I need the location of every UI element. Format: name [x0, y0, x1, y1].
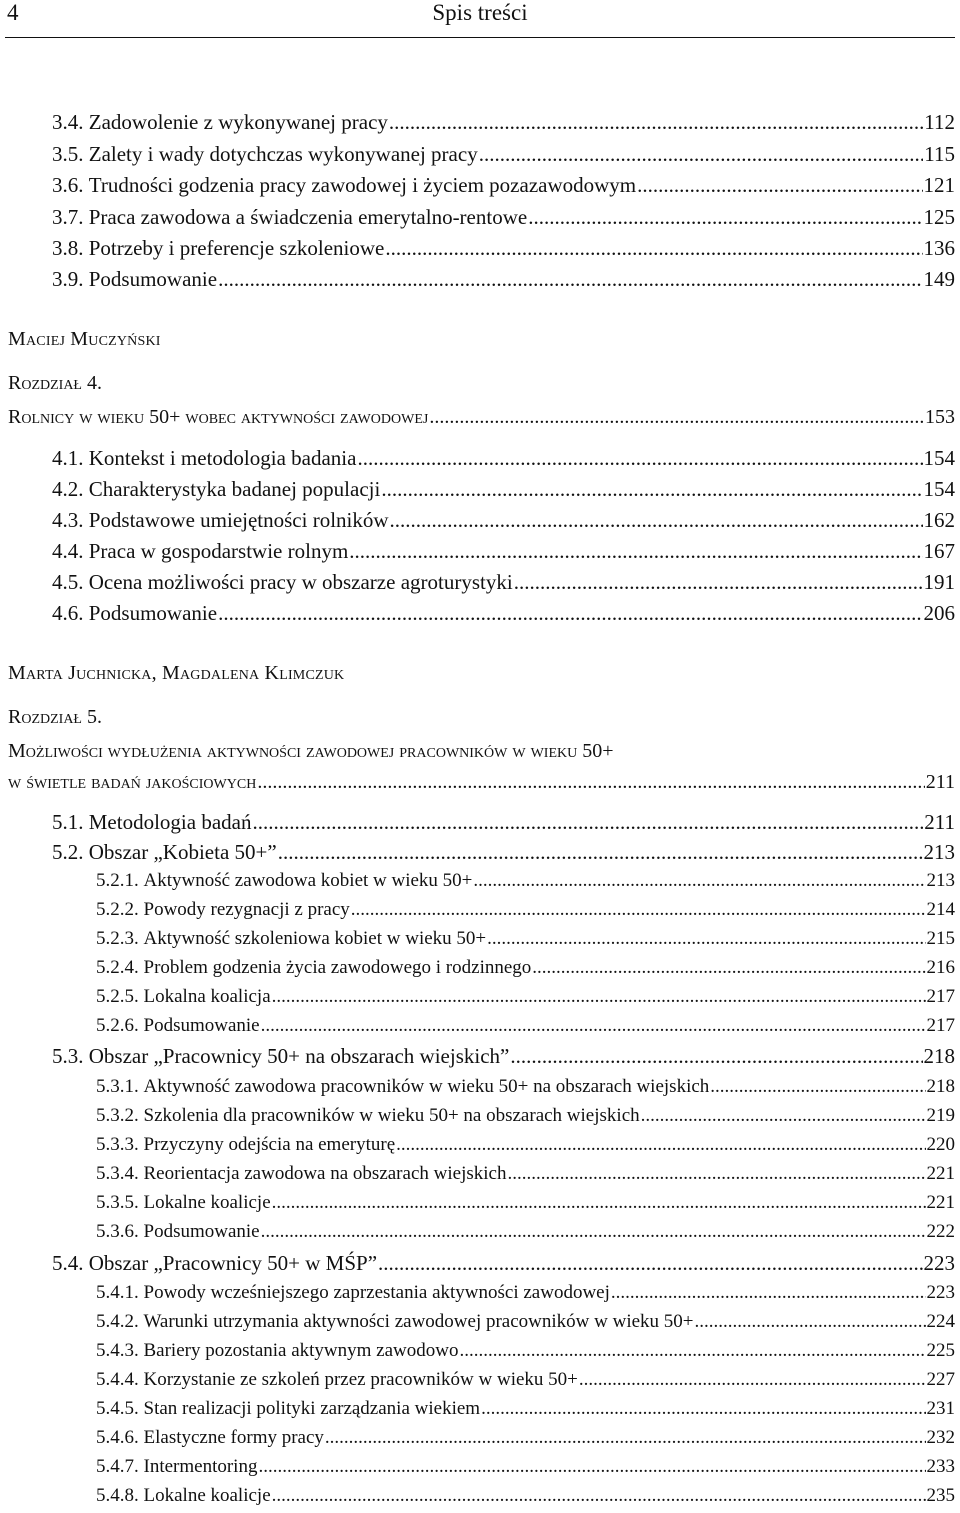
- toc-entry: [96, 1398, 955, 1420]
- toc-entry: [52, 267, 955, 292]
- toc-entry-page: 217: [926, 1015, 955, 1036]
- toc-entry-page: 149: [923, 267, 955, 291]
- toc-entry-title: Przyczyny odejścia na emeryturę: [143, 1134, 396, 1155]
- leader-dots: [351, 899, 926, 921]
- toc-entry-number: 5.2.2.: [96, 899, 139, 920]
- toc-entry-page: 217: [926, 986, 955, 1007]
- toc-entry-title: Podsumowanie: [143, 1221, 260, 1242]
- toc-entry-number: 4.1.: [52, 446, 84, 470]
- toc-entry: [52, 446, 955, 471]
- toc-entry-title: Ocena możliwości pracy w obszarze agroturystyki: [88, 570, 513, 594]
- toc-entry-title: Szkolenia dla pracowników w wieku 50+ na obszarach wiejskich: [143, 1105, 640, 1126]
- toc-entry-number: 5.2.4.: [96, 957, 139, 978]
- toc-entry-number: 5.3.1.: [96, 1076, 139, 1097]
- toc-entry-number: 5.4.1.: [96, 1282, 139, 1303]
- leader-dots: [396, 1134, 925, 1156]
- chapter-author: Marta Juchnicka, Magdalena Klimczuk: [8, 662, 345, 684]
- toc-entry-title: Podsumowanie: [88, 267, 218, 291]
- toc-entry: [96, 1311, 955, 1333]
- toc-entry-number: 5.3.3.: [96, 1134, 139, 1155]
- toc-entry-title: Intermentoring: [143, 1456, 258, 1477]
- leader-dots: [389, 110, 923, 135]
- toc-entry-title: Elastyczne formy pracy: [143, 1427, 324, 1448]
- leader-dots: [357, 446, 922, 471]
- leader-dots: [637, 173, 922, 198]
- leader-dots: [261, 1221, 926, 1243]
- toc-entry-page: 221: [926, 1192, 955, 1213]
- toc-entry: [52, 236, 955, 261]
- chapter-page: 153: [925, 406, 955, 428]
- toc-entry: [52, 539, 955, 564]
- toc-entry-page: 154: [923, 477, 955, 501]
- toc-entry: [96, 1134, 955, 1156]
- toc-entry-page: 231: [926, 1398, 955, 1419]
- toc-entry-page: 167: [923, 539, 955, 563]
- toc-entry-title: Aktywność zawodowa pracowników w wieku 50+ na obszarach wiejskich: [143, 1076, 710, 1097]
- toc-entry-title: Trudności godzenia pracy zawodowej i życiem pozazawodowym: [88, 173, 637, 197]
- toc-entry-page: 218: [923, 1044, 955, 1068]
- toc-entry-title: Reorientacja zawodowa na obszarach wiejskich: [143, 1163, 507, 1184]
- toc-entry-title: Obszar „Kobieta 50+”: [88, 840, 277, 864]
- leader-dots: [429, 406, 924, 429]
- leader-dots: [218, 267, 922, 292]
- toc-entry-number: 5.3.2.: [96, 1105, 139, 1126]
- chapter-title-line1: Możliwości wydłużenia aktywności zawodowej pracowników w wieku 50+: [8, 740, 614, 762]
- leader-dots: [487, 928, 925, 950]
- toc-entry-title: Metodologia badań: [88, 810, 252, 834]
- chapter-page: 211: [925, 771, 955, 793]
- chapter-title-text: Rolnicy w wieku 50+ wobec aktywności zawodowej: [8, 406, 429, 428]
- leader-dots: [381, 477, 922, 502]
- toc-entry-number: 5.3.6.: [96, 1221, 139, 1242]
- leader-dots: [532, 957, 925, 979]
- toc-entry-page: 121: [923, 173, 955, 197]
- toc-entry: [96, 1192, 955, 1214]
- toc-entry: [96, 1163, 955, 1185]
- toc-entry-title: Charakterystyka badanej populacji: [88, 477, 381, 501]
- leader-dots: [252, 810, 923, 835]
- leader-dots: [272, 1192, 926, 1214]
- leader-dots: [695, 1311, 926, 1333]
- toc-entry-number: 4.3.: [52, 508, 84, 532]
- toc-entry: [96, 1221, 955, 1243]
- toc-entry-title: Korzystanie ze szkoleń przez pracowników w wieku 50+: [143, 1369, 578, 1390]
- toc-entry-page: 222: [926, 1221, 955, 1242]
- toc-entry-page: 223: [923, 1251, 955, 1275]
- toc-entry-page: 224: [926, 1311, 955, 1332]
- leader-dots: [272, 986, 926, 1008]
- toc-entry-title: Podsumowanie: [143, 1015, 260, 1036]
- toc-entry-number: 5.4.2.: [96, 1311, 139, 1332]
- toc-entry-number: 3.5.: [52, 142, 84, 166]
- toc-entry-number: 5.4.4.: [96, 1369, 139, 1390]
- toc-entry-title: Kontekst i metodologia badania: [88, 446, 357, 470]
- chapter-title: [8, 406, 955, 429]
- toc-entry-title: Bariery pozostania aktywnym zawodowo: [143, 1340, 459, 1361]
- toc-entry-number: 5.2.1.: [96, 870, 139, 891]
- toc-entry-title: Lokalne koalicje: [143, 1192, 271, 1213]
- leader-dots: [272, 1485, 926, 1507]
- toc-entry-title: Zalety i wady dotychczas wykonywanej pracy: [88, 142, 478, 166]
- leader-dots: [258, 1456, 925, 1478]
- leader-dots: [378, 1251, 922, 1276]
- toc-entry: [52, 205, 955, 230]
- toc-entry-title: Powody rezygnacji z pracy: [143, 899, 350, 920]
- toc-entry-number: 3.6.: [52, 173, 84, 197]
- toc-entry: [52, 601, 955, 626]
- toc-entry-title: Warunki utrzymania aktywności zawodowej pracowników w wieku 50+: [143, 1311, 694, 1332]
- leader-dots: [507, 1163, 925, 1185]
- toc-entry: [52, 142, 955, 167]
- toc-entry-number: 5.2.6.: [96, 1015, 139, 1036]
- toc-entry: [96, 1427, 955, 1449]
- leader-dots: [385, 236, 922, 261]
- leader-dots: [528, 205, 922, 230]
- toc-entry-number: 5.4.: [52, 1251, 84, 1275]
- toc-entry: [96, 1485, 955, 1507]
- leader-dots: [218, 601, 922, 626]
- toc-entry: [96, 1015, 955, 1037]
- toc-entry: [52, 810, 955, 835]
- leader-dots: [473, 870, 925, 892]
- toc-entry: [96, 1369, 955, 1391]
- toc-entry-number: 5.4.3.: [96, 1340, 139, 1361]
- toc-entry-page: 206: [923, 601, 955, 625]
- toc-entry-page: 232: [926, 1427, 955, 1448]
- leader-dots: [641, 1105, 926, 1127]
- toc-entry-number: 5.3.: [52, 1044, 84, 1068]
- toc-entry-page: 218: [926, 1076, 955, 1097]
- toc-entry: [96, 1105, 955, 1127]
- toc-entry-title: Obszar „Pracownicy 50+ w MŚP”: [88, 1251, 378, 1275]
- leader-dots: [460, 1340, 926, 1362]
- toc-entry-title: Obszar „Pracownicy 50+ na obszarach wiejskich”: [88, 1044, 510, 1068]
- toc-entry-page: 225: [926, 1340, 955, 1361]
- toc-entry-page: 191: [923, 570, 955, 594]
- toc-entry-number: 3.9.: [52, 267, 84, 291]
- toc-entry-title: Zadowolenie z wykonywanej pracy: [88, 110, 388, 134]
- header-rule: [5, 37, 955, 38]
- toc-entry-page: 221: [926, 1163, 955, 1184]
- toc-entry-number: 4.4.: [52, 539, 84, 563]
- toc-entry-page: 211: [924, 810, 955, 834]
- toc-entry-number: 5.2.: [52, 840, 84, 864]
- leader-dots: [611, 1282, 926, 1304]
- toc-entry-page: 154: [923, 446, 955, 470]
- toc-entry-number: 3.4.: [52, 110, 84, 134]
- toc-entry: [96, 1340, 955, 1362]
- chapter-title: [8, 771, 955, 794]
- toc-entry: [96, 957, 955, 979]
- leader-dots: [278, 840, 923, 865]
- page-number: 4: [7, 0, 19, 25]
- toc-entry-page: 115: [924, 142, 955, 166]
- leader-dots: [349, 539, 922, 564]
- leader-dots: [390, 508, 923, 533]
- toc-entry: [52, 477, 955, 502]
- toc-entry-title: Stan realizacji polityki zarządzania wiekiem: [143, 1398, 481, 1419]
- leader-dots: [261, 1015, 926, 1037]
- toc-entry-page: 219: [926, 1105, 955, 1126]
- toc-entry-title: Praca zawodowa a świadczenia emerytalno-rentowe: [88, 205, 528, 229]
- chapter-label: Rozdział 5.: [8, 706, 102, 728]
- toc-entry-page: 216: [926, 957, 955, 978]
- toc-entry-page: 213: [923, 840, 955, 864]
- toc-entry: [96, 870, 955, 892]
- page-header: [0, 0, 960, 40]
- toc-entry-number: 5.2.5.: [96, 986, 139, 1007]
- toc-entry-page: 227: [926, 1369, 955, 1390]
- toc-entry-page: 215: [926, 928, 955, 949]
- toc-entry-page: 162: [923, 508, 955, 532]
- toc-entry: [96, 928, 955, 950]
- toc-entry-title: Aktywność zawodowa kobiet w wieku 50+: [143, 870, 473, 891]
- leader-dots: [257, 771, 924, 794]
- toc-entry: [52, 508, 955, 533]
- toc-entry-number: 4.6.: [52, 601, 84, 625]
- chapter-author: Maciej Muczyński: [8, 328, 161, 350]
- toc-entry-page: 112: [924, 110, 955, 134]
- toc-entry-number: 5.4.8.: [96, 1485, 139, 1506]
- toc-entry-number: 5.4.5.: [96, 1398, 139, 1419]
- toc-entry-number: 5.3.4.: [96, 1163, 139, 1184]
- toc-entry-number: 5.4.6.: [96, 1427, 139, 1448]
- toc-entry-page: 125: [923, 205, 955, 229]
- toc-entry: [96, 1076, 955, 1098]
- toc-entry-number: 4.2.: [52, 477, 84, 501]
- toc-entry: [96, 899, 955, 921]
- toc-entry-number: 4.5.: [52, 570, 84, 594]
- leader-dots: [325, 1427, 926, 1449]
- toc-entry-number: 5.2.3.: [96, 928, 139, 949]
- leader-dots: [710, 1076, 925, 1098]
- toc-entry-number: 5.1.: [52, 810, 84, 834]
- toc-entry: [96, 986, 955, 1008]
- toc-entry: [52, 1251, 955, 1276]
- toc-entry-number: 3.7.: [52, 205, 84, 229]
- toc-entry-title: Podstawowe umiejętności rolników: [88, 508, 389, 532]
- chapter-label: Rozdział 4.: [8, 372, 102, 394]
- toc-entry-number: 5.3.5.: [96, 1192, 139, 1213]
- page-title: Spis treści: [432, 0, 528, 25]
- leader-dots: [510, 1044, 922, 1069]
- toc-entry-page: 223: [926, 1282, 955, 1303]
- toc-entry-title: Potrzeby i preferencje szkoleniowe: [88, 236, 385, 260]
- toc-entry-page: 233: [926, 1456, 955, 1477]
- toc-entry-title: Aktywność szkoleniowa kobiet w wieku 50+: [143, 928, 487, 949]
- toc-entry-page: 235: [926, 1485, 955, 1506]
- leader-dots: [514, 570, 923, 595]
- toc-entry: [96, 1456, 955, 1478]
- toc-entry: [52, 173, 955, 198]
- toc-entry-page: 214: [926, 899, 955, 920]
- toc-entry: [52, 1044, 955, 1069]
- toc-entry-title: Lokalne koalicje: [143, 1485, 271, 1506]
- chapter-title-text: w świetle badań jakościowych: [8, 771, 257, 793]
- toc-entry: [52, 570, 955, 595]
- toc-entry-number: 3.8.: [52, 236, 84, 260]
- toc-entry-page: 220: [926, 1134, 955, 1155]
- toc-entry-title: Problem godzenia życia zawodowego i rodzinnego: [143, 957, 532, 978]
- toc-entry-title: Praca w gospodarstwie rolnym: [88, 539, 349, 563]
- leader-dots: [481, 1398, 925, 1420]
- toc-entry-page: 213: [926, 870, 955, 891]
- toc-entry: [52, 840, 955, 865]
- toc-entry-title: Lokalna koalicja: [143, 986, 271, 1007]
- toc-entry-title: Powody wcześniejszego zaprzestania aktywności zawodowej: [143, 1282, 610, 1303]
- toc-entry: [52, 110, 955, 135]
- toc-entry-number: 5.4.7.: [96, 1456, 139, 1477]
- toc-entry: [96, 1282, 955, 1304]
- leader-dots: [579, 1369, 926, 1391]
- leader-dots: [479, 142, 924, 167]
- toc-entry-page: 136: [923, 236, 955, 260]
- toc-entry-title: Podsumowanie: [88, 601, 218, 625]
